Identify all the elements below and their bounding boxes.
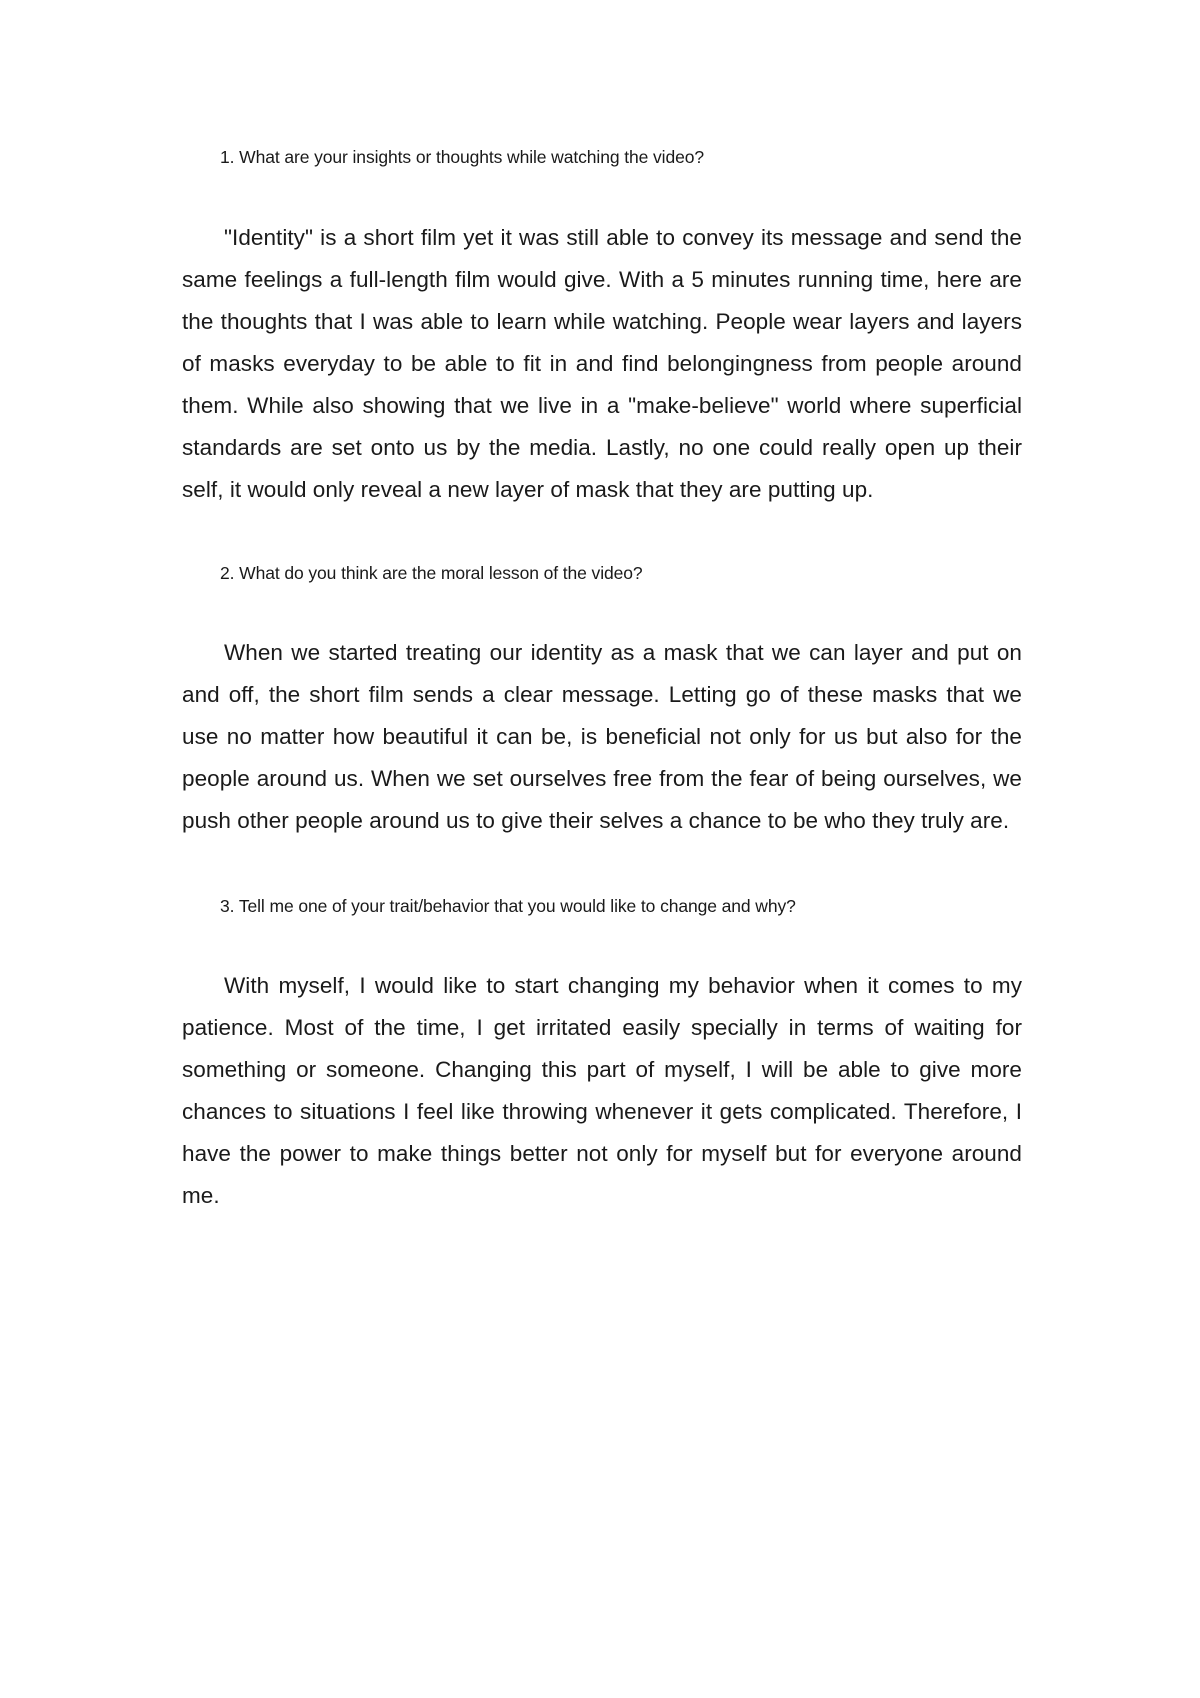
question-1: 1. What are your insights or thoughts while watching the video? [220,147,704,167]
answer-2: When we started treating our identity as a mask that we can layer and put on and off, the short film sends a clear message. Letting go of these masks that we use no matter how beautiful it can be, is beneficial not only for us but also for the people around us. When we set ourselves free from the fear of being ourselves, we push other people around us to give their selves a chance to be who they truly are. [182,640,1022,833]
answer-1: "Identity" is a short film yet it was still able to convey its message and send the same feelings a full-length film would give. With a 5 minutes running time, here are the thoughts that I was able to learn while watching. People wear layers and layers of masks everyday to be able to fit in and find belongingness from people around them. While also showing that we live in a "make-believe" world where superficial standards are set onto us by the media. Lastly, no one could really open up their self, it would only reveal a new layer of mask that they are putting up. [182,225,1022,502]
question-2: 2. What do you think are the moral lesson of the video? [220,563,643,583]
question-3: 3. Tell me one of your trait/behavior that you would like to change and why? [220,896,796,916]
document-body [182,145,1022,1217]
answer-3: With myself, I would like to start changing my behavior when it comes to my patience. Most of the time, I get irritated easily specially in terms of waiting for something or someone. Changing this part of myself, I will be able to give more chances to situations I feel like throwing whenever it gets complicated. Therefore, I have the power to make things better not only for myself but for everyone around me. [182,973,1022,1208]
